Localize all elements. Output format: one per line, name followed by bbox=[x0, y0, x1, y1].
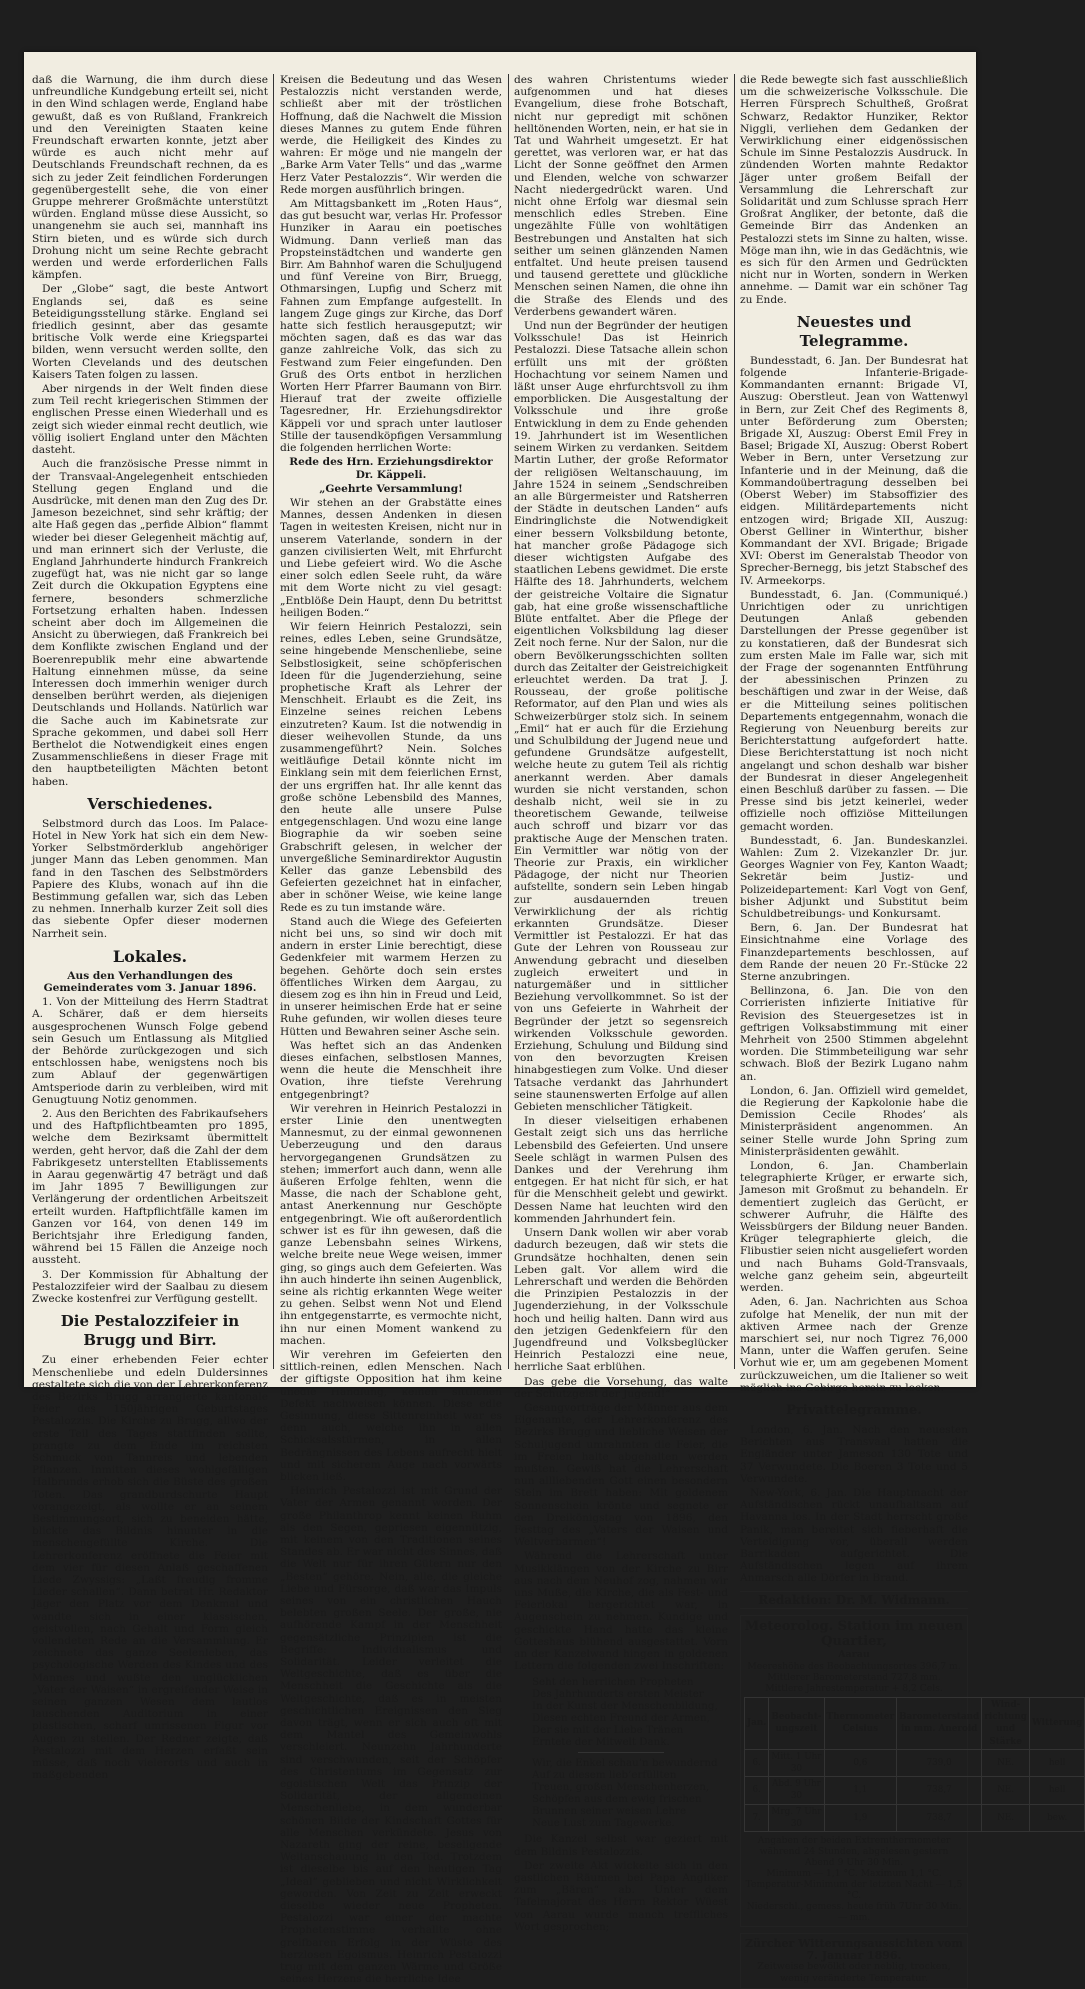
weather-col-header: Barometerstand in mm. Aneroid bbox=[897, 1697, 982, 1749]
column-3 bbox=[514, 74, 728, 1933]
weather-col-header: Beobacht-ungszeit bbox=[769, 1697, 824, 1749]
telegram-paragraph: Bellinzona, 6. Jan. Die von den Corrieristen infizierte Initiative für Revision des Steuergesetzes ist in geftrigen Volksabstimmung mit einer Mehrheit von 2500 Stimmen abgelehnt worden. Die Stimmbeteiligung war sehr schwach. Bloß der Bezirk Lugano nahm an. bbox=[740, 985, 968, 1083]
divider bbox=[578, 1752, 664, 1753]
article-paragraph: Heinrich Pestalozzi ist mit Grund der Vater der Armen genannt worden. Der große Philanthrop kennt keinen Ruhm als den Segen, gepriesen eigennützig, mit keinem von den Traditionen seines Standes ab. Er war nicht des Sinnes, daß die Welt nur für ihren Gütern nur den „Besten“ gehöre. Nein, alle, die gleiche Liebe und Fürsorge, daß war das Impuls seines von ein christlichen Hauch belebten großen Seele. Der große, nie aufhörende Kampf in der Menschheit gegensätzliche Prinzipien ist die Begriffe: Individualismus und Solidarität. Leider verleitet die Weltgeschichte, daß es über die Menschheit die Geschichte als die Weltgeschichte, daß es in meisten geschichtlichen Ereignissen den Sieg davon trägt, wenn er sich auch oft mit dem Mantel des Gemeinwohls verschleiert. Neunzehn Jahrhunderte sind verschwunden, seit der Schöpfer des Christentums im Gegensatz zur egoistischen Welt das Prinzip der Solidarität, der allgemeinen Menschenliebe, in dem wunderbar schönen Bilde der Kindschaft Gottes für alle Menschen verkündete. Jesus von Nazareth ging der reine, beseligende Weltanschauung in den Tod. Trotzdem ist dieselbe bis auf den heutigen Tag „Ideal“ geblieben und nicht Wirklichkeit geworden. Von Zeit zu Zeit erweckt dieselbe wieder neue Propheten. Pestalozzi war einer der machte Prophetenstimme verhallte ohne greifbaren Erfolg in der Wüste des herzlosen Egoismus. Heinrich Pestalozzi trug mit dem ganzen Wärme und Größe seines Herzens die herrliche Idee bbox=[280, 1485, 502, 1986]
weather-info-line: Niederschl., gemess. heute früh 7Uhr 30 Min. — mm. bbox=[746, 1901, 962, 1923]
weather-col-header: Thermometer Celsius bbox=[824, 1697, 897, 1749]
table-cell: 1,9 bbox=[824, 1804, 897, 1831]
table-cell: bew. bbox=[1029, 1804, 1084, 1831]
article-paragraph: Unsern Dank wollen wir aber vorab dadurch bezeugen, daß wir stets die Grundsätze hochhalten, denen sein Leben galt. Vor allem wird die Lehrerschaft und werden die Behörden die Prinzipien Pestalozzis in der Jugenderziehung, in der Volksschule hoch und heilig halten. Dann wird aus den jetzigen Gedenkfeiern für den Jugendfreund und Volksbeglücker Heinrich Pestalozzi eine neue, herrliche Saat erblühen. bbox=[514, 1227, 728, 1374]
article-paragraph: Auch die französische Presse nimmt in der Transvaal-Angelegenheit entschieden Stellung gegen England und die Ausdrücke, mit denen man den Zug des Dr. Jameson bezeichnet, sind sehr kräftig; der alte Haß gegen das „perfide Albion“ flammt wieder bei dieser Gelegenheit mächtig auf, und man erinnert sich der Verluste, die England Jahrhunderte hindurch Frankreich zugefügt hat, was nie nicht gar so lange Zeit durch die Okkupation Egyptens eine fernere, besonders schmerzliche Fortsetzung erhalten haben. Indessen scheint aber doch im Allgemeinen die Ansicht zu überwiegen, daß Frankreich bei dem Konflikte zwischen England und der Boerenrepublik mehr eine abwartende Haltung einnehmen müsse, da seine Interessen doch immerhin weniger durch denselben berührt werden, als diejenigen Deutschlands und Hollands. Natürlich war die Sache auch im Kabinetsrate zur Sprache gekommen, und dabei soll Herr Berthelot die Notwendigkeit eines engen Zusammenschließens in dieser Frage mit den hauptbeteiligten Mächten betont haben. bbox=[32, 458, 268, 788]
telegram-paragraph: Aden, 6. Jan. Nachrichten aus Schoa zufolge hat Menelik, der nun mit der aktiven Armee nach der Grenze marschiert sei, nur noch Tigrez 76,000 Mann, unter die Waffen gerufen. Seine Vorhut wie er, um am gegebenen Moment zurückzuweichen, um die Italiener so weit möglich ins Gebirge herein zu locken. bbox=[740, 1296, 968, 1394]
article-paragraph: des wahren Christentums wieder aufgenommen und hat dieses Evangelium, diese frohe Botschaft, nicht nur gepredigt mit schönen helltönenden Worten, nein, er hat sie in Tat und Wahrheit umgesetzt. Er hat gerettet, was verloren war, er hat das Licht der Sonne geöffnet den Armen und Elenden, welche von schwarzer Nacht niedergedrückt waren. Und nicht ohne Erfolg war diesmal sein menschlich edles Streben. Eine ungezählte Fülle von wohltätigen Bestrebungen und Anstalten hat sich seither um seinen glänzenden Namen entfaltet. Und heute preisen tausend und tausend gerettete und glückliche Menschen seinen Namen, die ohne ihn die Straße des Elends und des Verderbens gewandert wären. bbox=[514, 74, 728, 318]
telegram-paragraph: Bundesstadt, 6. Jan. Bundeskanzlei. Wahlen: Zum 2. Vizekanzler Dr. jur. Georges Wagnier von Fey, Kanton Waadt; Sekretär beim Justiz- und Polizeidepartement: Karl Vogt von Genf, bisher Adjunkt und Substitut beim Schuldbetreibungs- und Konkursamt. bbox=[740, 834, 968, 920]
article-paragraph: Gesangvorträge der Männer aus dem Eigenamte, der Lehrerkonferenz des Bezirks Brugg und liebliche Weisen der Schuljugend umrahmten die Feier, die im Freien halte abgehalten werden mußten. Gewiß hat die Lehrerschaft nun allliebenden Gott einen besondern Stein im Brett haben: Mit goldenem Sonnenschein krönte und segnete er den Dreikönigstag von 1896, den Festtag des „Vaters der Waisen und Weltverbarmen“! bbox=[514, 1401, 728, 1549]
column-2 bbox=[280, 74, 502, 1986]
article-paragraph: Und nun der Begründer der heutigen Volksschule! Das ist Heinrich Pestalozzi. Diese Tatsache allein schon erfüllt uns mit der größten Hochachtung vor seinem Namen und läßt unser Auge ehrfurchtsvoll zu ihm emporblicken. Die Ausgestaltung der Volksschule und ihre große Entwicklung in dem zu Ende gehenden 19. Jahrhundert ist im Wesentlichen seinem Wirken zu verdanken. Seitdem Martin Luther, der große Reformator der religiösen Weltanschauung, im Jahre 1524 in seinem „Sendschreiben an alle Bürgermeister und Ratsherren der Städte in deutschen Landen“ aufs Eindringlichste die Notwendigkeit einer bessern Volksbildung betonte, hat mancher große Pädagoge sich dieser wichtigsten Aufgabe des staatlichen Lebens gewidmet. Die erste Hälfte des 18. Jahrhunderts, welchem der geistreiche Voltaire die Signatur gab, hat eine große wissenschaftliche Blüte entfaltet. Aber die Pflege der eigentlichen Volksbildung lag dieser Zeit noch ferne. Nur der Salon, nur die obern Bevölkerungsschichten sollten durch das Zeitalter der Geistreichigkeit erleuchtet werden. Da trat J. J. Rousseau, der große politische Reformator, auf den Plan und wies als Schweizerbürger stolz sich. In seinem „Emil“ hat er auch für die Erziehung und Schulbildung der Jugend neue und gefundene Grundsätze aufgestellt, welche heute zu gutem Teil als richtig anerkannt werden. Aber damals wurden sie nicht verstanden, schon deshalb nicht, weil sie in zu theoretischem Gewande, teilweise auch schroff und bizarr vor das praktische Auge der Menschen traten. Ein Vermittler war nötig von der Theorie zur Praxis, ein wirklicher Pädagoge, der nicht nur Theorien aufstellte, sondern sein Leben hingab zur ausdauernden treuen Verwirklichung der als richtig erkannten Grundsätze. Dieser Vermittler ist Pestalozzi. Er hat das Gute der Lehren von Rousseau zur Anwendung gebracht und dieselben zugleich erweitert und in naturgemäßer und in sittlicher Beziehung vervollkommnet. So ist der von uns Gefeierte in Wahrheit der Begründer der jetzt so segensreich wirkenden Volksschule geworden. Erziehung, Schulung und Bildung sind von den bevorzugten Kreisen hinabgestiegen zum Volke. Und dieser Tatsache verdankt das Jahrhundert seine staunenswerten Erfolge auf allen Gebieten menschlicher Tätigkeit. bbox=[514, 320, 728, 1114]
table-row bbox=[745, 1804, 1085, 1831]
weather-table-header bbox=[745, 1697, 1085, 1749]
table-cell: 7. bbox=[745, 1804, 769, 1831]
table-cell: hell bbox=[1029, 1777, 1084, 1804]
article-paragraph: In dieser vielseitigen erhabenen Gestalt zeigt sich uns das herrliche Lebensbild des Gefeierten. Und unsere Seele schlägt in warmen Pulsen des Dankes und der Verehrung ihm entgegen. Er hat nicht für sich, er hat für die Menschheit gelebt und gewirkt. Dessen Name hat leuchten wird den kommenden Jahrhundert fein. bbox=[514, 1115, 728, 1225]
weather-info-line: Meereshöhe des Beobachtungsortes 396,7 m. bbox=[747, 1660, 961, 1672]
speech-salutation: „Geehrte Versammlung! bbox=[319, 482, 463, 495]
table-cell: 6. bbox=[745, 1749, 769, 1776]
article-paragraph: Selbstmord durch das Loos. Im Palace-Hotel in New York hat sich ein dem New-Yorker Selbstmörderklub angehöriger junger Mann das Leben genommen. Man fand in den Taschen des Selbstmörders Papiere des Klubs, wonach auf ihn die Bestimmung gefallen war, sich das Leben zu nehmen. Innerhalb kurzer Zeit soll dies das siebente Opfer dieser modernen Narrheit sein. bbox=[32, 817, 268, 940]
weather-station-box bbox=[740, 1615, 1083, 1927]
article-paragraph: Was heftet sich an das Andenken dieses einfachen, selbstlosen Mannes, wenn die heute die Menschheit ihre Ovation, ihre tiefste Verehrung entgegenbringt? bbox=[280, 1039, 502, 1101]
table-cell: Abd. 9 Uhr 30 bbox=[769, 1777, 824, 1804]
newspaper-page bbox=[24, 52, 1083, 1986]
weather-forecast-box bbox=[740, 1933, 968, 1989]
editor-credit: Redaktion: Dr. M. Widmann. bbox=[740, 1591, 968, 1609]
table-cell: 6. bbox=[745, 1777, 769, 1804]
column-rule bbox=[734, 74, 735, 1369]
weather-table bbox=[744, 1697, 1085, 1832]
table-cell: Mrg. 7 Uhr 30 bbox=[769, 1804, 824, 1831]
table-cell: 738,7 bbox=[897, 1777, 982, 1804]
weather-station-city: Aarau bbox=[838, 1648, 870, 1660]
table-cell: Mitt. 1 Uhr 30 bbox=[769, 1749, 824, 1776]
weather-station-title: Meteorolog. Station im neuen Quartier, bbox=[744, 1618, 964, 1649]
telegram-paragraph: New-York, 6. Jan. Die Hauptmacht der Aufständischen rückt unaufhaltsam auf Havanna los. In der Stadt herrscht große Panik, man bereitet sich fieberhaft die Verteidigung vor, überall werden Barrikaden aufgerichtet. Die Aufständischen legen auf ihrem Anmarsch alle Dörfer in Brand. bbox=[740, 1486, 968, 1585]
weather-col-header: Witterung bbox=[1029, 1697, 1084, 1749]
weather-col-header: Wind-richtung und Stärke bbox=[982, 1697, 1030, 1749]
table-cell: hell bbox=[1029, 1749, 1084, 1776]
telegram-paragraph: Bundesstadt, 6. Jan. (Communiqué.) Unrichtigen oder zu unrichtigen Deutungen Anlaß gebenden Darstellungen der Presse gegenüber ist zu konstatieren, daß der Bundesrat sich zum ersten Male im Falle war, sich mit der Frage der sogenannten Entführung der abessinischen Prinzen zu beschäftigen und zwar in der Weise, daß er die Mitteilung seines politischen Departements entgegennahm, wonach die Regierung von Neuenburg bereits zur Berichterstattung aufgefordert hatte. Diese Berichterstattung ist noch nicht angelangt und schon deshalb war bisher der Bundesrat in dieser Angelegenheit einen Beschluß darüber zu fassen. — Die Presse sind bis jetzt keinerlei, weder offizielle noch offiziöse Mitteilungen gemacht worden. bbox=[740, 588, 968, 833]
weather-info-line: Angaben der beiden Extremthermometer während 24 Stunden, abgelesen gestern Abend 9 Uhr 30 Min. bbox=[757, 1835, 951, 1868]
section-heading-lokales: Lokales. bbox=[112, 946, 188, 966]
section-heading-pestalozzifeier: Die Pestalozzifeier in Brugg und Birr. bbox=[60, 1312, 240, 1350]
telegram-paragraph: Bern, 6. Jan. Der Bundesrat hat Einsichtnahme eine Vorlage des Finanzdepartements beschlossen, auf dem Rande der neuen 20 Fr.-Stücke 22 Sterne anzubringen. bbox=[740, 922, 968, 984]
inscription-verse: Wir, die Enkel schau’n bewundernd Auf zu diesem lieb’erfüllten Treuen, großen Menschenherzen, Schöpfen aus dem ewig frischen Brunnen seiner weisen Lehre Neue Lust zum Tagewerke. bbox=[532, 1757, 718, 1830]
telegram-paragraph: Bundesstadt, 6. Jan. Der Bundesrat hat folgende Infanterie-Brigade-Kommandanten ernannt: Brigade VI, Auszug: Oberstleut. Jean von Wattenwyl in Bern, zur Zeit Chef des Regiments 8, unter Beförderung zum Obersten; Brigade XI, Auszug: Oberst Emil Frey in Basel; Brigade XI, Auszug: Oberst Robert Weber in Bern, unter Versetzung zur Infanterie und in der Meinung, daß die Kommandoübertragung desselben bei (Oberst Weber) im Stabsoffizier des eidgen. Militärdepartements nicht entzogen wird; Brigade XII, Auszug: Oberst Gelliner in Winterthur, bisher Kommandant der XVI. Brigade; Brigade XVI: Oberst im Generalstab Theodor von Sprecher-Bernegg, bis jetzt Stabschef des IV. Armeekorps. bbox=[740, 354, 968, 587]
section-heading-privattelegramme: Privattelegramme. bbox=[786, 1402, 922, 1418]
table-row bbox=[745, 1749, 1085, 1776]
article-paragraph: Am Mittagsbankett im „Roten Haus“, das gut besucht war, verlas Hr. Professor Hunziker in Aarau ein poetisches Widmung. Dann verließ man das Propsteinstädtchen und wanderte gen Birr. Am Bahnhof waren die Schuljugend und fünf Vereine von Birr, Bruegg, Othmarsingen, Lupfig und Scherz mit Fahnen zum Empfange aufgestellt. In langem Zuge gings zur Kirche, das Dorf hatte sich festlich herausgeputzt; wir möchten sagen, daß es das war das ganze zahlreiche Volk, das sich zu Festwand zum Feier eingefunden. Den Gruß des Orts entbot in herzlichen Worten Herr Pfarrer Baumann von Birr. Hierauf trat der zweite offizielle Tagesredner, Hr. Erziehungsdirektor Käppeli vor und sprach unter lautloser Stille der tausendköpfigen Versammlung die folgenden herrlichen Worte: bbox=[280, 198, 502, 455]
article-subheading: Aus den Verhandlungen des Gemeinderates vom 3. Januar 1896. bbox=[43, 969, 257, 995]
table-cell: 0,6 bbox=[824, 1749, 897, 1776]
table-cell: NE. bbox=[982, 1804, 1030, 1831]
weather-info-line: Temperatur-Minimum der letzten Nacht — 1,5 °C. bbox=[745, 1879, 963, 1901]
inscription-verse: Seht den herrlichen Propheten Des Jahrhunderts ersten Meister In der Kunst der Menschenbildung, Diesen echten Freund der Armen, Der sie mit der Liebe Tränen Erntete der Mitwelt Dank. bbox=[532, 1676, 718, 1749]
article-paragraph: Der „Globe“ sagt, die beste Antwort Englands sei, daß es seine Beteidigungsstellung stärke. England sei friedlich gesinnt, aber das gesamte britische Volk werde eine Kriegspartei bilden, wenn versucht werden sollte, den Worten Clevelands und des deutschen Kaisers Taten folgen zu lassen. bbox=[32, 283, 268, 381]
table-row bbox=[745, 1777, 1085, 1804]
table-cell: 739,0 bbox=[897, 1749, 982, 1776]
article-paragraph: 3. Der Kommission für Abhaltung der Pestalozzifeier wird der Saalbau zu diesem Zwecke kostenfrei zur Verfügung gestellt. bbox=[32, 1268, 268, 1306]
weather-forecast-text: Zeitweise bewölkt oder neblig, trocken, wenig veränderte Temperatur. bbox=[757, 1961, 951, 1984]
article-paragraph: Wir feiern Heinrich Pestalozzi, sein reines, edles Leben, seine Grundsätze, seine hingebende Menschenliebe, seine Selbstlosigkeit, seine schöpferischen Ideen für die Jugenderziehung, seine prophetische Kraft als Lehrer der Menschheit. Erlaubt es die Zeit, ins Einzelne seines reichen Lebens einzutreten? Kaum. Ist die notwendig in dieser weihevollen Stunde, da uns zusammengeführt? Nein. Solches weitläufige Detail könnte nicht im Einklang sein mit dem feierlichen Ernst, der uns ergriffen hat. Ihr alle kennt das große schöne Lebensbild des Mannes, den heute alle unsere Pulse entgegenschlagen. Und wozu eine lange Biographie da wir soeben seine Grabschrift gelesen, in welcher der unvergeßliche Seminardirektor Augustin Keller das ganze Lebensbild des Gefeierten gezeichnet hat in einfacher, aber in schöner Weise, wie keine lange Rede es zu tun imstande wäre. bbox=[280, 620, 502, 914]
article-paragraph: Wir stehen an der Grabstätte eines Mannes, dessen Andenken in diesen Tagen in weitesten Kreisen, nicht nur in unserem Vaterlande, sondern in der ganzen civilisierten Welt, mit Ehrfurcht und Liebe gefeiert wird. Wo die Asche einer solch edlen Seele ruht, da wäre mit dem Worte nicht zu viel gesagt: „Entblöße Dein Haupt, denn Du betrittst heiligen Boden.“ bbox=[280, 496, 502, 619]
weather-info-line: Minimum — 1,1 °C. Maximum 1,1 °C. bbox=[766, 1868, 942, 1879]
column-4 bbox=[740, 74, 1083, 1984]
weather-info-line: Mittlerer Barometerstand 727,8 mm. bbox=[767, 1671, 941, 1683]
article-paragraph: Kreisen die Bedeutung und das Wesen Pestalozzis nicht verstanden werde, schließt aber mit der tröstlichen Hoffnung, daß die Nachwelt die Mission dieses Mannes zu gutem Ende führen werde, die Heiligkeit des Kindes zu wahren: Er möge und nie mangeln der „Barke Arm Vater Tells“ und das „warme Herz Vater Pestalozzis“. Wir werden die Rede morgen ausführlich bringen. bbox=[280, 74, 502, 196]
article-paragraph: Während die Lehrerschaft unter Musikklängen von der Kirche zu Birr aus nach dem Neuhof zog, nahmen wir uns Muße, die Kirche, die als Fest- und Feierlokal hergerichtet war, in Augenschein zu nehmen. Kundige und geschickte Hand hatte das kleine Gotteshaus blühend ausgestattet. Vorn an der Kanzelwand hingen in goldenen Lettern die folgenden zwei Inschriften: bbox=[514, 1550, 728, 1673]
article-paragraph: Wir verehren in Heinrich Pestalozzi in erster Linie den unentwegten Mannesmut, zu der einmal gewonnenen Ueberzeugung und den daraus hervorgegangenen Grundsätzen zu stehen; immerfort auch dann, wenn alle äußeren Erfolge fehlten, wenn die Masse, die nach der Schablone geht, antast Anerkennung nur Geschöpte entgegenbringt. Wie oft außerordentlich schwer ist es für ihn gewesen, daß die ganze Lebensbahn seines Wirkens, welche breite neue Wege weisen, immer ging, so gings auch dem Gefeierten. Was ihn auch hinderte ihn seinen Augenblick, seine als richtig erkannten Wege weiter zu gehen. Selbst wenn Not und Elend ihn entgegenstarrte, es vermochte nicht, ihn nur einen Moment wankend zu machen. bbox=[280, 1102, 502, 1347]
section-heading-neuestes: Neuestes und Telegramme. bbox=[796, 312, 912, 350]
table-cell: NE. bbox=[982, 1777, 1030, 1804]
article-paragraph: Zu einer erhebenden Feier echter Menschenliebe und edeln Duldersinnes gestaltete sich die von der Lehrerkonferenz des Bezirks Brugg arrangierte kantonale Feier des 150jährigen Geburtstages Pestalozzis. Die Kirche zu Brugg, allwo der erste Teil des Tages stattfinden sollte, prangte zu dem Ende im reichsten Schmuck von Tannreis und lebenden Pflanzen. Inmitten dieses wohlgefälligen Halbrunds erhob sich die Büste des großen Toten. Das grandburdschurte Haupt vorangezeigt, als wollte er an seinem Bestimmungsort, sich zu beneiden hätte, blickte das Bildnis hinunter in die menschengefüllte Kirche. Die Lehrerkonferenz eröffnete die Feier mit dem vier für diesen Anlaß geschaffenen Liede Zwyssigs: „Laßt freudig fromme Lieder schallen“. Dann betrat Hr. Redaktor Jäger den Platz vor dem Denkmal und wandte sich in einer klassischen, geistvollen, nach Gehalt und Form gleich vollendeten Rede an die Versammlung. Er zeichnete das ganze Seelenleben, das psychologische Werden des Kindes und des Mannes und wußte den unglücklichen „Vater der Waisen“ in ergreifender Weise in seinen ganzen Wesen dem lautlos lauschenden Auditorium in einer plastischen, scharf umrissenen Figur vor Augen zu stellen. Der Redner zeigte, daß Pestalozzi mit dem Herzen erfaßt sein müsse, daß noch vielerorts und auch in maßgebenden bbox=[32, 1354, 268, 1782]
column-rule bbox=[508, 74, 509, 1369]
article-paragraph: Die Kanzel selbst war geziert mit dem Bildnis Pestalozzis. bbox=[514, 1833, 728, 1858]
column-rule bbox=[273, 74, 274, 1369]
column-1 bbox=[32, 74, 268, 1782]
article-paragraph: 2. Aus den Berichten des Fabrikaufsehers und des Haftpflichtbeamten pro 1895, welche dem Bezirksamt übermittelt werden, geht hervor, daß die Zahl der dem Fabrikgesetz unterstellten Etablissements in Aarau gegenwärtig 47 beträgt und daß im Jahr 1895 7 Bewilligungen zur Verlängerung der ordentlichen Arbeitszeit erteilt wurden. Haftpflichtfälle kamen im Ganzen vor 164, von denen 149 im Berichtsjahr ihre Erledigung fanden, während bei 15 Fällen die Anzeige noch aussteht. bbox=[32, 1108, 268, 1267]
table-cell: NE. bbox=[982, 1749, 1030, 1776]
speech-title: Rede des Hrn. Erziehungsdirektor Dr. Käppeli. bbox=[289, 456, 493, 481]
article-paragraph: 1. Von der Mitteilung des Herrn Stadtrat A. Schärer, daß er dem hierseits ausgesprochenen Wunsch Folge gebend sein Gesuch um Entlassung als Mitglied der Behörde zurückgezogen und sich entschlossen habe, wenigstens noch bis zum Ablauf der gegenwärtigen Amtsperiode darin zu verbleiben, wird mit Genugtuung Notiz genommen. bbox=[32, 996, 268, 1106]
table-cell: 1,1 bbox=[824, 1777, 897, 1804]
article-paragraph: Stand auch die Wiege des Gefeierten nicht bei uns, so sind wir doch mit andern in erster Linie berechtigt, diese Gedenkfeier mit warmem Herzen zu begehen. Gehörte doch sein erstes öffentliches Wirken dem Aargau, zu diesem zog es ihn hin in Freud und Leid, in unserer heimischen Erde hat er seine Ruhe gefunden, wir wollen dieses teure Hütten und Bewahren seiner Asche sein. bbox=[280, 915, 502, 1038]
weather-forecast-title: Zürcher Witterungsaussichten vom 7. Januar 1896. bbox=[745, 1937, 963, 1962]
article-paragraph: Der zweite Akt wickelte sich in den gastlichen Räumen bei Papa Angliker zum „Bären“ ab. Unter dem Tafelmajorat des Herrn Rektor Wüest von Aarau wurde manch treffliches Wort gesprochen; bbox=[514, 1859, 728, 1933]
table-cell: 738,7 bbox=[897, 1804, 982, 1831]
weather-info-line: Mittlere Jahrestemperatur + 8,2 Cels. bbox=[765, 1682, 943, 1694]
section-heading-verschiedenes: Verschiedenes. bbox=[87, 794, 213, 813]
telegram-paragraph: London, 6. Jan. Nach den neuesten Berichten aus Transvaal hatten die Engländer unter Jameson 130 Tote und 37 Verwundete. Die Boeren 3 Tote und 5 Verwundete. bbox=[740, 1423, 968, 1485]
article-paragraph: Aber nirgends in der Welt finden diese zum Teil recht kriegerischen Stimmen der englischen Presse einen Wiederhall und es zeigt sich wieder einmal recht deutlich, wie völlig isoliert England unter den Mächten dasteht. bbox=[32, 383, 268, 457]
article-paragraph: die Rede bewegte sich fast ausschließlich um die schweizerische Volksschule. Die Herren Fürsprech Schultheß, Großrat Schwarz, Redaktor Hunziker, Rektor Niggli, verliehen dem Gedanken der Verwirklichung einer eidgenössischen Schule im Sinne Pestalozzis Ausdruck. In zündenden Worten mahnte Redaktor Jäger unter großem Beifall der Versammlung die Lehrerschaft zur Solidarität und zum Schlusse sprach Herr Großrat Angliker, der betonte, daß die Gemeinde Birr das Andenken an Pestalozzi stets im Sinne zu halten, wisse. Möge man ihn, wie in das Gedächtnis, wie es sich für den Armen und Gedrückten nicht nur in Worten, sondern in Werken annehme. — Damit war ein schöner Tag zu Ende. bbox=[740, 74, 968, 306]
article-paragraph: Das gebe die Vorsehung, das walte der Schutzgeist der Jugend!“ bbox=[514, 1375, 728, 1400]
telegram-paragraph: London, 6. Jan. Chamberlain telegraphierte Krüger, er erwarte sich, Jameson mit Großmut zu behandeln. Er dementiert zugleich das Gerücht, er schwerer Aufruhr, die Hälfte des Weissbürgers der Bildung neuer Banden. Krüger telegraphierte gleich, die Flibustier seien nicht ausgeliefert worden und nach Buhams Gold-Transvaals, welche ganz geheim sein, abgeurteilt werden. bbox=[740, 1160, 968, 1295]
weather-col-header: Jan. bbox=[745, 1697, 769, 1749]
article-paragraph: daß die Warnung, die ihm durch diese unfreundliche Kundgebung erteilt sei, nicht in den Wind schlagen werde, England habe gewußt, daß es von Rußland, Frankreich und den Vereinigten Staaten keine Freundschaft erwarten konnte, jetzt aber würde es auch nicht mehr auf Deutschlands Freundschaft rechnen, da es sich zu jeder Zeit feindlichen Forderungen gegenübergestellt sehe, die von einer Gruppe mehrerer Großmächte unterstützt würden. England müsse diese Aussicht, so unangenehm sie auch sei, mannhaft ins Stirn bieten, und es würde sich durch Drohung nicht um seine Rechte gebracht werden und werde erforderlichen Falls kämpfen. bbox=[32, 74, 268, 282]
telegram-paragraph: London, 6. Jan. Offiziell wird gemeldet, die Regierung der Kapkolonie habe die Demission Cecile Rhodes’ als Ministerpräsident angenommen. An seiner Stelle wurde John Spring zum Ministerpräsidenten gewählt. bbox=[740, 1084, 968, 1158]
article-paragraph: Wir verehren im Gefeierten den sittlich-reinen, edlen Menschen. Nach der giftigste Opposition hat ihm keine unedle Handlung, keinen sittlichen Defekt nachweisen können. Diese edle Gesinnung, diese Sittenreinheit war es denn auch, welche ihn in allen Schicksalsstürmen, in allen Bedrängnissen des Lebens aufrecht hielt und mit sicherem Auge nach vorwärts blicken ließ. bbox=[280, 1348, 502, 1483]
